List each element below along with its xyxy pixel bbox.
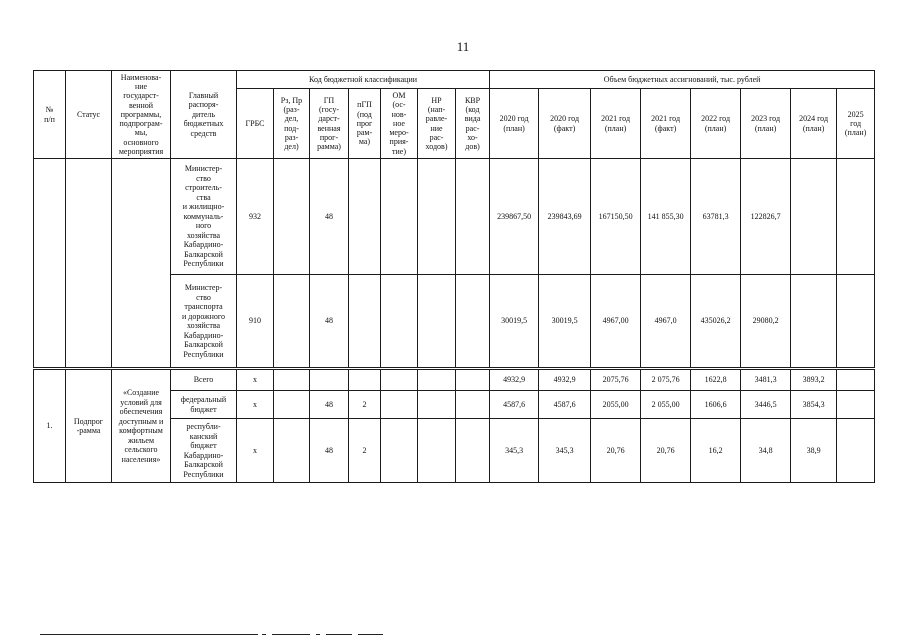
value-2024-plan xyxy=(791,159,837,275)
value-2022-plan: 1622,8 xyxy=(691,369,741,391)
value-2021-fact: 4967,0 xyxy=(641,275,691,369)
code-grbs: 932 xyxy=(237,159,274,275)
value-2024-plan xyxy=(791,275,837,369)
value-2021-fact: 2 055,00 xyxy=(641,391,691,419)
header-year-2023-plan: 2023 год (план) xyxy=(741,89,791,159)
value-2023-plan: 3446,5 xyxy=(741,391,791,419)
header-year-2024-plan: 2024 год (план) xyxy=(791,89,837,159)
value-2021-plan: 4967,00 xyxy=(591,275,641,369)
code-kvr xyxy=(456,419,490,483)
value-2021-plan: 167150,50 xyxy=(591,159,641,275)
value-2023-plan: 122826,7 xyxy=(741,159,791,275)
value-2024-plan: 3854,3 xyxy=(791,391,837,419)
header-budget-classification: Код бюджетной классификации xyxy=(237,71,490,89)
code-nr xyxy=(418,275,456,369)
footer-rule-segment xyxy=(262,634,266,635)
value-2020-fact: 4932,9 xyxy=(539,369,591,391)
continuation-num-cell xyxy=(34,159,66,369)
value-2022-plan: 1606,6 xyxy=(691,391,741,419)
page-number: 11 xyxy=(456,39,470,54)
continuation-status-cell xyxy=(66,159,112,369)
header-year-2022-plan: 2022 год (план) xyxy=(691,89,741,159)
header-status: Статус xyxy=(66,71,112,159)
code-nr xyxy=(418,391,456,419)
code-rz-pr xyxy=(274,391,310,419)
header-year-2025-plan: 2025 год (план) xyxy=(837,89,875,159)
header-year-2020-plan: 2020 год (план) xyxy=(490,89,539,159)
manager-cell: Всего xyxy=(171,369,237,391)
value-2025-plan xyxy=(837,159,875,275)
table-row xyxy=(34,159,875,275)
value-2020-plan: 345,3 xyxy=(490,419,539,483)
code-rz-pr xyxy=(274,275,310,369)
header-year-2020-fact: 2020 год (факт) xyxy=(539,89,591,159)
code-grbs: x xyxy=(237,391,274,419)
code-gp xyxy=(310,369,349,391)
value-2020-fact: 30019,5 xyxy=(539,275,591,369)
code-kvr xyxy=(456,369,490,391)
code-kvr xyxy=(456,159,490,275)
code-om xyxy=(381,275,418,369)
value-2020-fact: 345,3 xyxy=(539,419,591,483)
value-2020-fact: 4587,6 xyxy=(539,391,591,419)
value-2022-plan: 435026,2 xyxy=(691,275,741,369)
code-gp: 48 xyxy=(310,275,349,369)
header-num: № п/п xyxy=(34,71,66,159)
code-rz-pr xyxy=(274,159,310,275)
value-2020-plan: 4587,6 xyxy=(490,391,539,419)
value-2025-plan xyxy=(837,391,875,419)
value-2022-plan: 63781,3 xyxy=(691,159,741,275)
header-allocations: Объем бюджетных ассигнований, тыс. рублей xyxy=(490,71,875,89)
budget-allocation-table xyxy=(33,70,875,483)
manager-cell: республи- канский бюджет Кабардино- Балкарской Республики xyxy=(171,419,237,483)
value-2020-plan: 4932,9 xyxy=(490,369,539,391)
value-2021-fact: 2 075,76 xyxy=(641,369,691,391)
value-2024-plan: 3893,2 xyxy=(791,369,837,391)
code-kvr xyxy=(456,275,490,369)
header-code-kvr: КВР (код вида рас- хо- дов) xyxy=(456,89,490,159)
header-name: Наименова- ние государст- венной программы, подпрограм- мы, основного мероприятия xyxy=(112,71,171,159)
code-rz-pr xyxy=(274,419,310,483)
header-code-grbs: ГРБС xyxy=(237,89,274,159)
code-om xyxy=(381,419,418,483)
value-2023-plan: 3481,3 xyxy=(741,369,791,391)
code-nr xyxy=(418,369,456,391)
code-grbs: x xyxy=(237,369,274,391)
code-rz-pr xyxy=(274,369,310,391)
code-pgp: 2 xyxy=(349,391,381,419)
manager-cell: Министер- ство транспорта и дорожного хозяйства Кабардино- Балкарской Республики xyxy=(171,275,237,369)
code-grbs: 910 xyxy=(237,275,274,369)
header-year-2021-fact: 2021 год (факт) xyxy=(641,89,691,159)
value-2025-plan xyxy=(837,369,875,391)
value-2023-plan: 34,8 xyxy=(741,419,791,483)
code-om xyxy=(381,159,418,275)
code-nr xyxy=(418,159,456,275)
value-2025-plan xyxy=(837,275,875,369)
code-pgp: 2 xyxy=(349,419,381,483)
value-2021-plan: 2055,00 xyxy=(591,391,641,419)
value-2021-plan: 2075,76 xyxy=(591,369,641,391)
value-2023-plan: 29080,2 xyxy=(741,275,791,369)
value-2021-fact: 141 855,30 xyxy=(641,159,691,275)
header-code-rz-pr: Рз, Пр (раз- дел, под- раз- дел) xyxy=(274,89,310,159)
footer-rule-segment xyxy=(316,634,320,635)
code-om xyxy=(381,369,418,391)
code-gp: 48 xyxy=(310,419,349,483)
code-gp: 48 xyxy=(310,391,349,419)
table-row xyxy=(34,369,875,391)
value-2025-plan xyxy=(837,419,875,483)
footer-rule-segment xyxy=(326,634,352,635)
code-om xyxy=(381,391,418,419)
code-grbs: x xyxy=(237,419,274,483)
code-pgp xyxy=(349,159,381,275)
code-pgp xyxy=(349,369,381,391)
footer-rule-segment xyxy=(358,634,383,635)
manager-cell: федеральный бюджет xyxy=(171,391,237,419)
header-code-om: ОМ (ос- нов- ное меро- прия- тие) xyxy=(381,89,418,159)
continuation-name-cell xyxy=(112,159,171,369)
value-2022-plan: 16,2 xyxy=(691,419,741,483)
header-code-gp: ГП (госу- дарст- венная прог- рамма) xyxy=(310,89,349,159)
header-year-2021-plan: 2021 год (план) xyxy=(591,89,641,159)
section-num: 1. xyxy=(34,369,66,483)
code-pgp xyxy=(349,275,381,369)
header-code-pgp: пГП (под прог рам- ма) xyxy=(349,89,381,159)
header-row xyxy=(34,71,875,89)
section-name: «Создание условий для обеспечения доступным и комфортным жильем сельского населения» xyxy=(112,369,171,483)
code-gp: 48 xyxy=(310,159,349,275)
header-code-nr: НР (нап- равле- ние рас- ходов) xyxy=(418,89,456,159)
footer-rule-segment xyxy=(272,634,310,635)
header-manager: Главный распоря- дитель бюджетных средств xyxy=(171,71,237,159)
value-2020-fact: 239843,69 xyxy=(539,159,591,275)
value-2020-plan: 30019,5 xyxy=(490,275,539,369)
value-2024-plan: 38,9 xyxy=(791,419,837,483)
footer-rule-segment xyxy=(40,634,258,635)
manager-cell: Министер- ство строитель- ства и жилищно- коммуналь- ного хозяйства Кабардино- Балкарской Республики xyxy=(171,159,237,275)
code-kvr xyxy=(456,391,490,419)
value-2021-fact: 20,76 xyxy=(641,419,691,483)
value-2020-plan: 239867,50 xyxy=(490,159,539,275)
code-nr xyxy=(418,419,456,483)
value-2021-plan: 20,76 xyxy=(591,419,641,483)
section-status: Подпрог -рамма xyxy=(66,369,112,483)
